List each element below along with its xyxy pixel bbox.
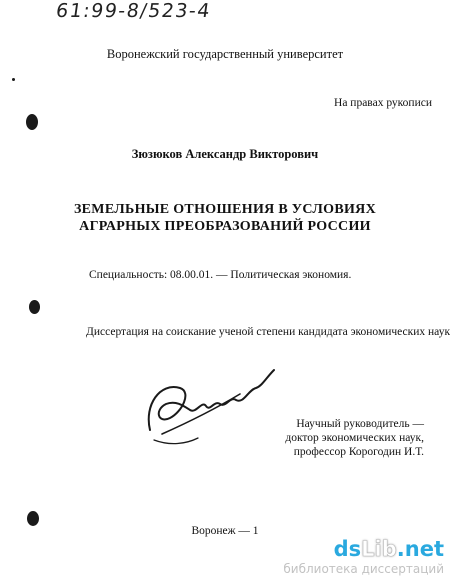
punch-hole-bottom (27, 511, 39, 526)
city-year: Воронеж — 1 (191, 525, 259, 537)
specialty-line: Специальность: 08.00.01. — Политическая экономия. (89, 269, 352, 281)
supervisor-role: Научный руководитель — (296, 418, 424, 430)
author-name: Зюзюков Александр Викторович (131, 147, 319, 161)
dissertation-degree-line: Диссертация на соискание ученой степени кандидата экономических наук (86, 326, 450, 338)
archive-number: 61:99-8/523-4 (54, 0, 213, 22)
watermark-subtitle: библиотека диссертаций (283, 562, 444, 576)
scan-mark-left (12, 78, 15, 81)
dslib-logo: dsLib.net (333, 537, 444, 561)
supervisor-degree: доктор экономических наук, (285, 432, 424, 444)
punch-hole-middle (29, 300, 40, 314)
title-line-1: ЗЕМЕЛЬНЫЕ ОТНОШЕНИЯ В УСЛОВИЯХ (73, 202, 376, 217)
university-name: Воронежский государственный университет (106, 47, 344, 61)
rights-note: На правах рукописи (334, 97, 432, 109)
title-line-2: АГРАРНЫХ ПРЕОБРАЗОВАНИЙ РОССИИ (79, 219, 371, 234)
handwritten-signature (140, 360, 280, 460)
dslib-watermark (274, 538, 444, 580)
supervisor-name: профессор Корогодин И.Т. (293, 446, 424, 458)
punch-hole-top (26, 114, 38, 130)
